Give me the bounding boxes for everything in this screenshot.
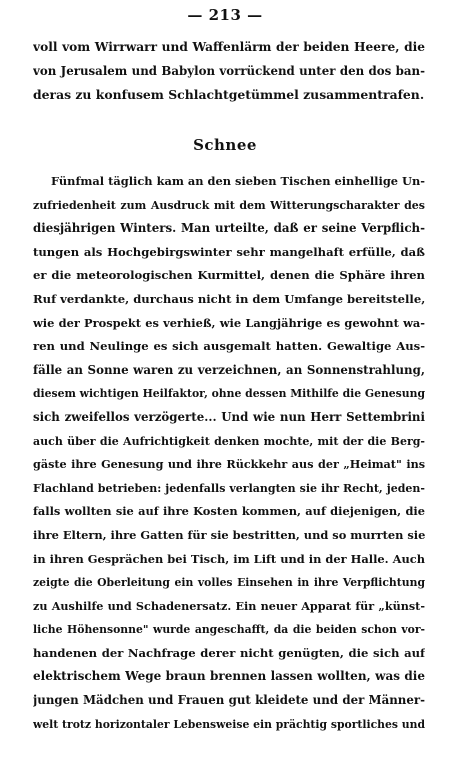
text-line: auch über die Aufrichtigkeit denken mochte, mit der die Berg- [33, 434, 425, 448]
text-line: fälle an Sonne waren zu verzeichnen, an Sonnenstrahlung, [33, 362, 425, 377]
text-line: voll vom Wirrwarr und Waffenlärm der beiden Heere, die [33, 40, 425, 54]
text-line: zufriedenheit zum Ausdruck mit dem Witterungscharakter des [33, 198, 425, 212]
text-line: zeigte die Oberleitung ein volles Einsehen in ihre Verpflichtung [33, 576, 425, 590]
text-line: von Jerusalem und Babylon vorrückend unter den dos ban- [33, 63, 425, 78]
body-paragraph [33, 170, 425, 736]
text-line: welt trotz horizontaler Lebensweise ein prächtig sportliches und [33, 717, 425, 731]
text-line: Ruf verdankte, durchaus nicht in dem Umfange bereitstelle, [33, 291, 425, 306]
text-line: ren und Neulinge es sich ausgemalt hatten. Gewaltige Aus- [33, 339, 425, 354]
text-line: jungen Mädchen und Frauen gut kleidete und der Männer- [33, 693, 425, 708]
text-line: ihre Eltern, ihre Gatten für sie bestritten, und so murrten sie [33, 527, 425, 542]
text-line: handenen der Nachfrage derer nicht genügten, die sich auf [33, 645, 425, 660]
text-line: er die meteorologischen Kurmittel, denen die Sphäre ihren [33, 268, 425, 283]
text-line: liche Höhensonne" wurde angeschafft, da die beiden schon vor- [33, 623, 425, 637]
text-line: diesjährigen Winters. Man urteilte, daß er seine Verpflich- [33, 221, 425, 236]
text-line: gäste ihre Genesung und ihre Rückkehr aus der „Heimat" ins [33, 457, 425, 472]
text-line: in ihren Gesprächen bei Tisch, im Lift und in der Halle. Auch [33, 551, 425, 566]
text-line: sich zweifellos verzögerte... Und wie nun Herr Settembrini [33, 409, 425, 424]
section-heading: Schnee [193, 136, 257, 154]
text-line: diesem wichtigen Heilfaktor, ohne dessen Mithilfe die Genesung [33, 387, 425, 401]
text-line: elektrischem Wege braun brennen lassen wollten, was die [33, 669, 425, 684]
text-line: wie der Prospekt es verhieß, wie Langjährige es gewohnt wa- [33, 315, 425, 330]
page-number: — 213 — [187, 6, 263, 24]
text-line: tungen als Hochgebirgswinter sehr mangelhaft erfülle, daß [33, 244, 425, 259]
text-line: Fünfmal täglich kam an den sieben Tischen einhellige Un- [51, 174, 425, 188]
text-line: falls wollten sie auf ihre Kosten kommen, auf diejenigen, die [33, 504, 425, 519]
text-line: Flachland betrieben: jedenfalls verlangten sie ihr Recht, jeden- [33, 481, 425, 495]
intro-paragraph [33, 36, 425, 107]
text-line: deras zu konfusem Schlachtgetümmel zusammentrafen. [33, 87, 425, 103]
text-line: zu Aushilfe und Schadenersatz. Ein neuer Apparat für „künst- [33, 598, 425, 613]
